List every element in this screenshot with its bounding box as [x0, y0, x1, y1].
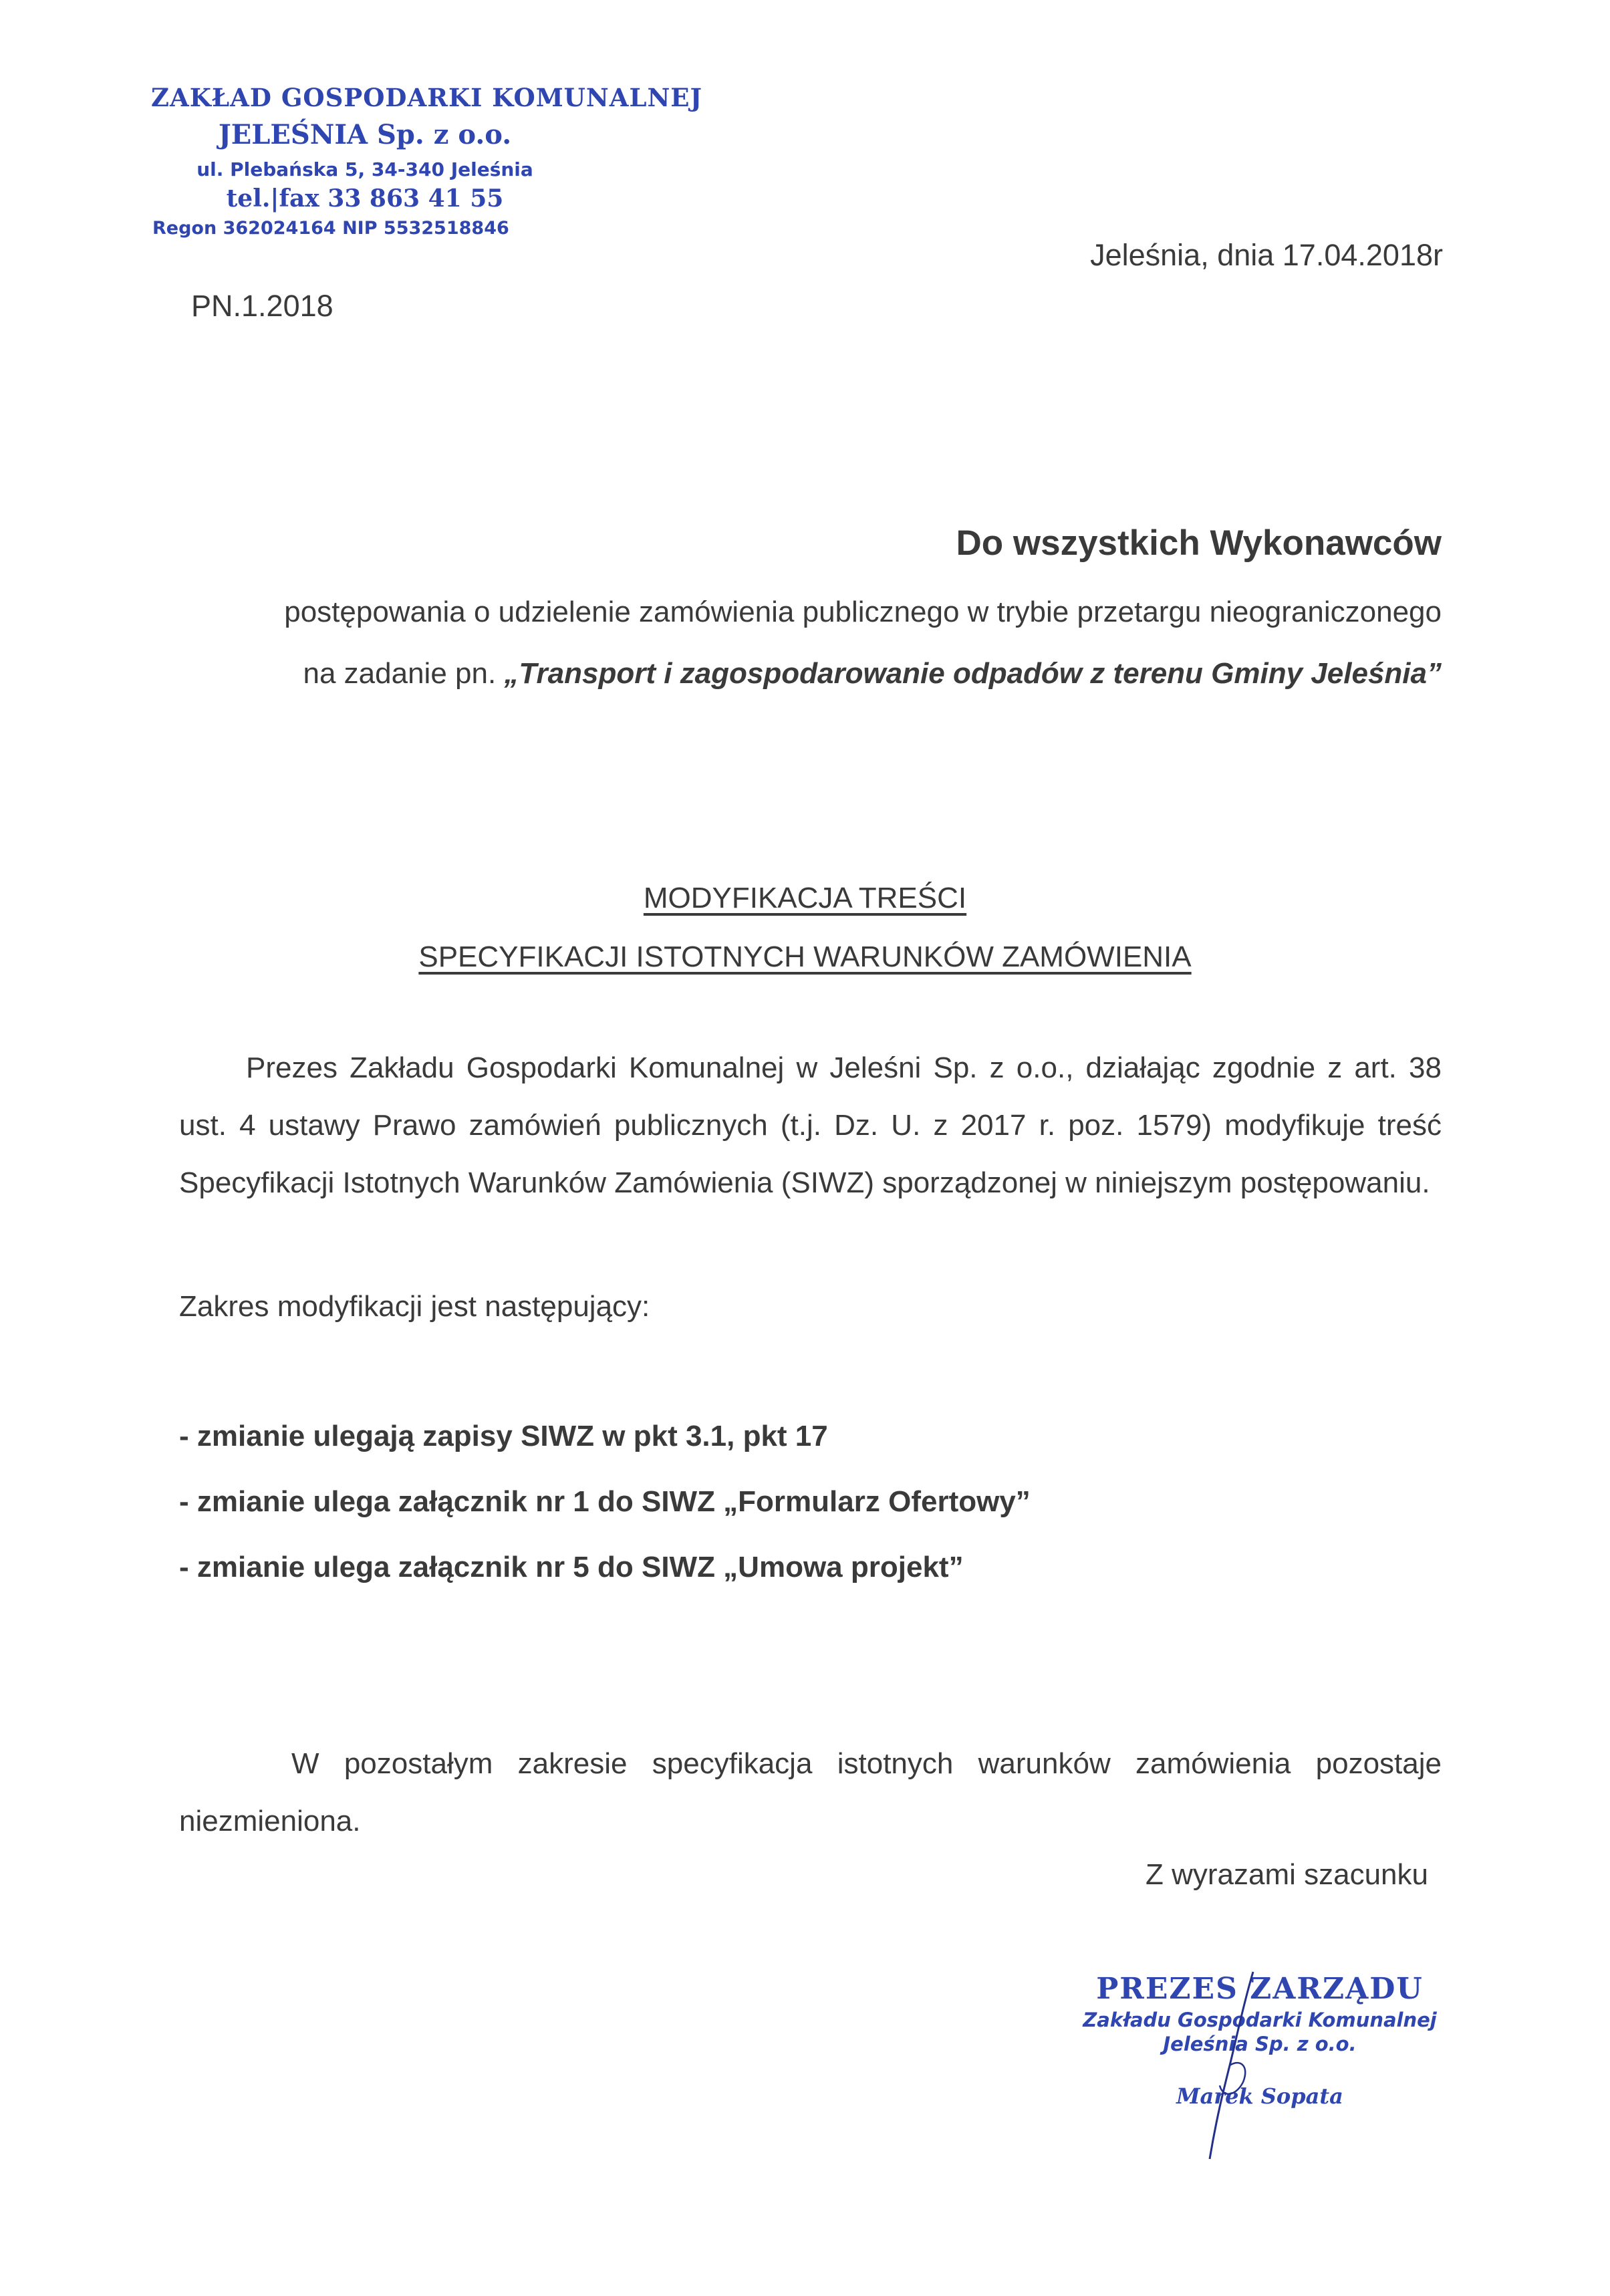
- scope-intro: Zakres modyfikacji jest następujący:: [179, 1290, 650, 1323]
- changes-list: [179, 1404, 1031, 1600]
- stamp-phone: tel.|fax 33 863 41 55: [226, 184, 504, 213]
- stamp-company-location: JELEŚNIA Sp. z o.o.: [218, 119, 512, 150]
- stamp-address: ul. Plebańska 5, 34-340 Jeleśnia: [196, 158, 533, 180]
- stamp-registration: Regon 362024164 NIP 5532518846: [152, 218, 509, 239]
- stamp-company-name: ZAKŁAD GOSPODARKI KOMUNALNEJ: [151, 83, 702, 112]
- tender-title: „Transport i zagospodarowanie odpadów z terenu Gminy Jeleśnia”: [504, 657, 1442, 690]
- heading-line-2: SPECYFIKACJI ISTOTNYCH WARUNKÓW ZAMÓWIENIA: [418, 940, 1192, 973]
- change-item: - zmianie ulega załącznik nr 1 do SIWZ „Formularz Ofertowy”: [179, 1485, 1031, 1518]
- closing-paragraph: W pozostałym zakresie specyfikacja istotnych warunków zamówienia pozostaje niezmieniona.: [179, 1747, 1442, 1837]
- change-item: - zmianie ulega załącznik nr 5 do SIWZ „Umowa projekt”: [179, 1551, 964, 1583]
- signature-name: Marek Sopata: [1176, 2083, 1343, 2109]
- document-heading: [0, 869, 1610, 987]
- handwritten-signature-icon: [1190, 1965, 1277, 2166]
- letter-date: Jeleśnia, dnia 17.04.2018r: [1090, 238, 1443, 272]
- addressee: Do wszystkich Wykonawców: [956, 523, 1442, 563]
- signature-title: PREZES ZARZĄDU: [1096, 1972, 1424, 2006]
- change-item: - zmianie ulegają zapisy SIWZ w pkt 3.1, pkt 17: [179, 1420, 828, 1452]
- heading-line-1: MODYFIKACJA TREŚCI: [643, 882, 967, 914]
- signature-company: Zakładu Gospodarki Komunalnej: [1083, 2009, 1437, 2031]
- reference-number: PN.1.2018: [191, 289, 333, 323]
- company-stamp: [151, 83, 702, 239]
- context-text: postępowania o udzielenie zamówienia publicznego w trybie przetargu nieograniczonego na zadanie pn.: [284, 596, 1442, 690]
- signature-company-location: Jeleśnia Sp. z o.o.: [1163, 2033, 1357, 2055]
- regards: Z wyrazami szacunku: [1145, 1858, 1428, 1891]
- procurement-context: [254, 582, 1442, 705]
- body-paragraph: Prezes Zakładu Gospodarki Komunalnej w Jeleśni Sp. z o.o., działając zgodnie z art. 38 ust. 4 ustawy Prawo zamówień publicznych (t.j. Dz. U. z 2017 r. poz. 1579) modyfikuje treść Specyfikacji Istotnych Warunków Zamówienia (SIWZ) sporządzonej w niniejszym postępowaniu.: [179, 1051, 1442, 1199]
